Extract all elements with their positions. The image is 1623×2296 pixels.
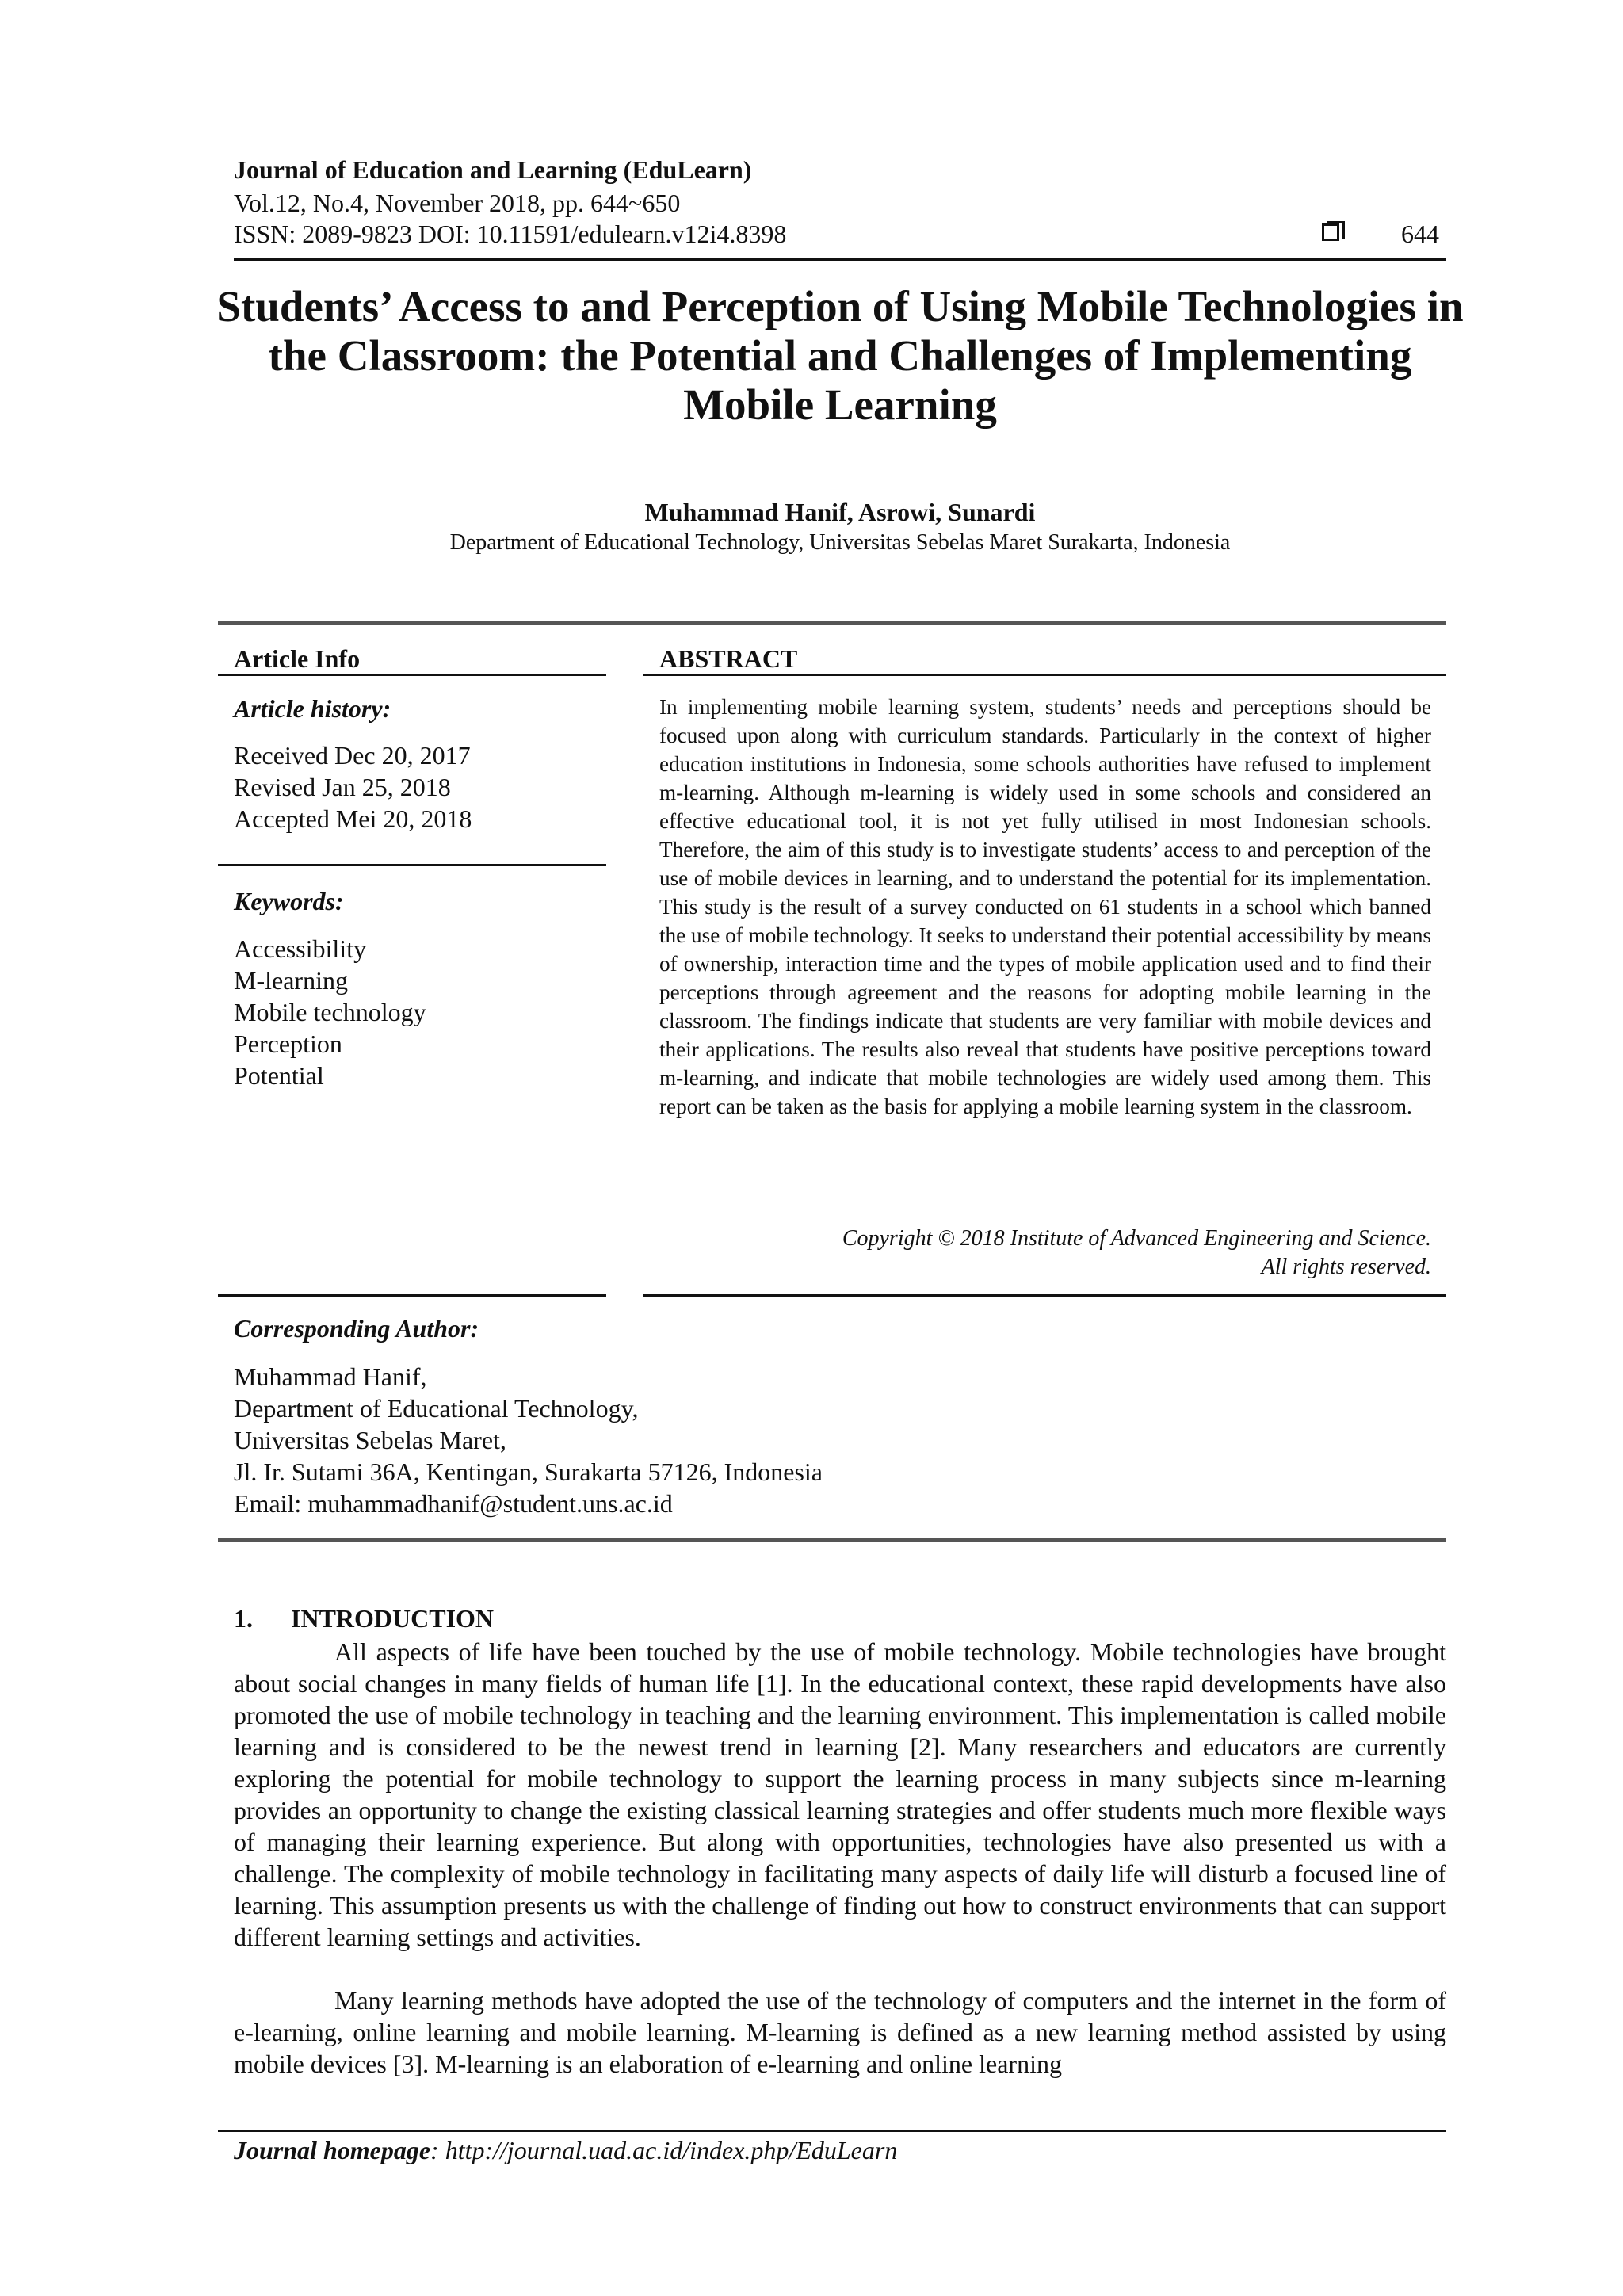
page-number: 644 xyxy=(1401,220,1439,248)
copyright-line: Copyright © 2018 Institute of Advanced Engineering and Science. xyxy=(842,1226,1431,1251)
author-address: Jl. Ir. Sutami 36A, Kentingan, Surakarta 57126, Indonesia xyxy=(234,1457,823,1486)
keywords-heading: Keywords: xyxy=(234,887,344,915)
page-box-icon xyxy=(1322,223,1339,241)
history-received: Received Dec 20, 2017 xyxy=(234,741,471,770)
author-email: Email: muhammadhanif@student.uns.ac.id xyxy=(234,1489,673,1518)
abstract-divider xyxy=(643,674,1446,676)
header-divider xyxy=(234,258,1446,261)
keyword-item: Mobile technology xyxy=(234,998,426,1026)
footer-divider xyxy=(218,2130,1446,2132)
journal-homepage xyxy=(234,2134,897,2166)
intro-paragraph: Many learning methods have adopted the use of the technology of computers and the internet in the form of e-learning, online learning and mobile learning. M-learning is defined as a new learning method assisted by using mobile devices [3]. M-learning is an elaboration of e-learning and online learning xyxy=(234,1986,1446,2078)
keyword-item: M-learning xyxy=(234,966,348,995)
info-bottom-divider-left xyxy=(218,1294,606,1297)
corresponding-author-heading: Corresponding Author: xyxy=(234,1314,479,1343)
keyword-item: Potential xyxy=(234,1061,324,1090)
info-end-divider xyxy=(218,1538,1446,1542)
intro-paragraph: All aspects of life have been touched by the use of mobile technology. Mobile technologies have brought about social changes in many fields of human life [1]. In the educational context, these rapid developments have also promoted the use of mobile technology in teaching and the learning environment. This implementation is called mobile learning and is considered to be the newest trend in learning [2]. Many researchers and educators are currently exploring the potential for mobile technology to support the learning process in many subjects since m-learning provides an opportunity to change the existing classical learning strategies and offer students much more flexible ways of managing their learning experience. But along with opportunities, technologies have also presented us with a challenge. The complexity of mobile technology in facilitating many aspects of daily life will disturb a focused line of learning. This assumption presents us with the challenge of finding out how to construct environments that can support different learning settings and activities. xyxy=(234,1637,1446,1951)
article-history-list xyxy=(234,739,472,835)
homepage-url[interactable]: http://journal.uad.ac.id/index.php/EduLearn xyxy=(445,2136,898,2164)
section-heading xyxy=(234,1603,494,1633)
rights-line: All rights reserved. xyxy=(1261,1255,1431,1279)
info-bottom-divider-right xyxy=(643,1294,1446,1297)
section-number: 1. xyxy=(234,1604,253,1633)
history-revised: Revised Jan 25, 2018 xyxy=(234,773,451,801)
article-history-heading: Article history: xyxy=(234,694,391,723)
article-info-divider xyxy=(218,674,606,676)
journal-name: Journal of Education and Learning (EduLearn) xyxy=(234,155,752,184)
author-department: Department of Educational Technology, xyxy=(234,1394,639,1423)
abstract-heading: ABSTRACT xyxy=(659,644,798,673)
article-info-heading: Article Info xyxy=(234,644,361,673)
history-divider xyxy=(218,864,606,866)
keyword-item: Accessibility xyxy=(234,934,367,963)
homepage-separator: : xyxy=(430,2136,439,2164)
author-name: Muhammad Hanif, xyxy=(234,1362,427,1391)
corresponding-author-details xyxy=(234,1361,823,1519)
info-top-divider xyxy=(218,621,1446,625)
keyword-item: Perception xyxy=(234,1030,342,1058)
section-title: INTRODUCTION xyxy=(291,1604,495,1633)
keywords-list xyxy=(234,933,426,1091)
abstract-body: In implementing mobile learning system, students’ needs and perceptions should be focused upon along with curriculum standards. Particularly in the context of higher education institutions in Indonesia, some schools authorities have refused to implement m-learning. Although m-learning is widely used in some schools and considered an effective educational tool, it is not yet fully utilised in most Indonesian schools. Therefore, the aim of this study is to investigate students’ access to and perception of the use of mobile devices in learning, and to understand the potential for its implementation. This study is the result of a survey conducted on 61 students in a school which banned the use of mobile technology. It seeks to understand their potential accessibility by means of ownership, interaction time and the types of mobile application used and to find their perceptions through agreement and the reasons for adopting mobile learning in the classroom. The findings indicate that students are very familiar with mobile devices and their applications. The results also reveal that students have positive perceptions toward m-learning, and indicate that mobile technologies are widely used among them. This report can be taken as the basis for applying a mobile learning system in the classroom. xyxy=(659,695,1431,1118)
author-university: Universitas Sebelas Maret, xyxy=(234,1426,506,1454)
history-accepted: Accepted Mei 20, 2018 xyxy=(234,804,472,833)
paper-title: Students’ Access to and Perception of Using Mobile Technologies in the Classroom: the Potential and Challenges of Implementing Mobile Learning xyxy=(216,282,1464,429)
journal-issn-doi: ISSN: 2089-9823 DOI: 10.11591/edulearn.v12i4.8398 xyxy=(234,220,787,248)
copyright-notice xyxy=(659,1224,1431,1282)
journal-volume: Vol.12, No.4, November 2018, pp. 644~650 xyxy=(234,189,681,217)
paper-authors: Muhammad Hanif, Asrowi, Sunardi xyxy=(644,498,1036,526)
homepage-label: Journal homepage xyxy=(234,2136,431,2164)
paper-affiliation: Department of Educational Technology, Universitas Sebelas Maret Surakarta, Indonesia xyxy=(449,530,1231,555)
